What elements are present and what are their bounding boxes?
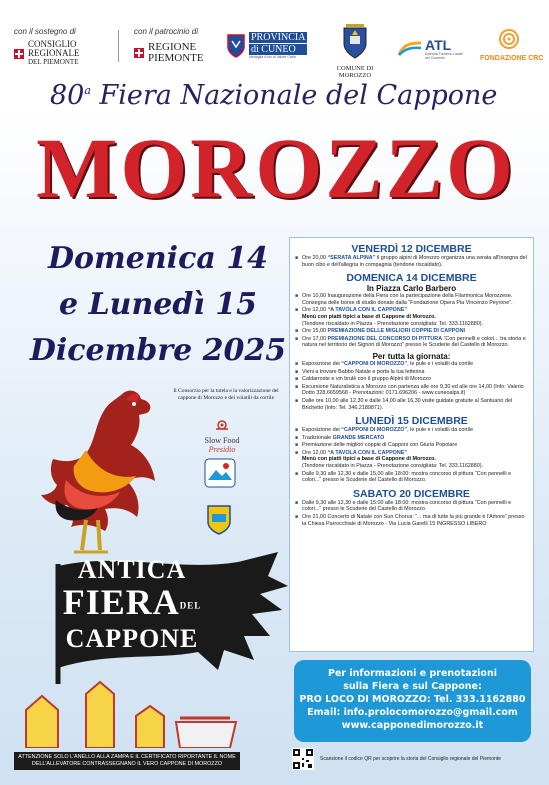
program-item: ■ Esposizione dei “CAPPONI DI MOROZZO”, le pule e i volatili da cortile [294,427,529,434]
logo-antica: ANTICA [77,555,187,584]
program-item: ■ Caldarroste e vin brulè con il gruppo Alpini di Morozzo [294,376,529,383]
allday-heading: Per tutta la giornata: [372,351,451,361]
notice-banner: ATTENZIONE SOLO L'ANELLO ALLA ZAMPA E IL CERTIFICATO RIPORTANTE IL NOME DELL'ALLEVATORE CONTRASSEGNANO IL VERO CAPPONE DI MOROZZO [14,752,240,770]
piemonte-flag-icon [14,49,24,59]
program-item: ■ Dalle 9,30 alle 12,30 e dalle 15:00 alle 18:00: mostra concorso di pittura “Con pennelli e colori...” presso le Scuderie del Castello di Morozzo. [294,500,529,513]
regione-line1: REGIONE [148,41,197,53]
municipal-crest-icon [206,504,232,536]
saturday-heading: SABATO 20 DICEMBRE [353,487,470,500]
program-item: ■ Premiazione delle migliori coppie di Capponi con Giuria Popolare [294,442,529,449]
consortium-text: Il Consorzio per la tutela e la valorizzazione del cappone di Morozzo e dei volatili da cortile [173,388,279,401]
program-item: ■ Tradizionale GRANDE MERCATO [294,435,529,442]
info-box [294,660,531,742]
slowfood-name: Slow Food [204,436,240,445]
date-line3: Dicembre 2025 [29,333,287,368]
qr-caption: Scansione il codice QR per scoprire la storia del Consiglio regionale del Piemonte [320,756,501,762]
regione-logo [134,42,204,64]
program-item: ■ Ore 15,00 PREMIAZIONE DELLE MIGLIORI COPPIE DI CAPPONI [294,328,529,335]
program-item: ■ Esposizione dei “CAPPONI DI MOROZZO”, le pule e i volatili da cortile [294,361,529,368]
sunday-place: In Piazza Carlo Barbero [366,284,457,294]
consiglio-line1: CONSIGLIO [28,39,77,49]
rooster-illustration [26,380,196,570]
atl-wave-icon [398,41,422,57]
sunday-heading: DOMENICA 14 DICEMBRE [346,272,477,285]
logo-fiera: FIERA [62,582,180,622]
allday-list [294,361,529,411]
fondazione-flower-icon [496,28,522,50]
provincia-sub: Medaglia d'oro al Valore Civile [249,55,296,59]
fondazione-name: FONDAZIONE CRC [480,55,544,62]
edition-number: 80 [50,80,85,111]
sostegno-label: con il sostegno di [14,27,76,36]
edition-sup: a [84,84,91,97]
saturday-list [294,500,529,527]
info-email[interactable]: Email: info.prolocomorozzo@gmail.com [307,707,518,718]
fair-title [50,80,510,111]
provincia-line1: PROVINCIA [251,32,306,43]
program-item: ■ Ore 12,00 “A TAVOLA CON IL CAPPONE” Menù con piatti tipici a base di Cappone di Morozzo. (Tendone riscaldato in Piazza - Prenotazione consigliata: Tel. 333.1162880). [294,307,529,327]
sunday-list [294,293,529,349]
consiglio-line3: DEL PIEMONTE [28,58,79,66]
village-illustration [16,670,246,748]
monday-heading: LUNEDÌ 15 DICEMBRE [355,415,468,428]
qr-code-icon[interactable] [292,748,314,770]
monday-list [294,427,529,484]
atl-name: ATL [425,37,452,53]
atl-logo [398,38,465,60]
fondazione-logo [480,28,544,62]
info-website[interactable]: www.capponedimorozzo.it [341,720,484,731]
slowfood-logo [192,418,252,454]
program-item: ■ Vieni a trovare Babbo Natale e porta la tua letterina [294,369,529,376]
provincia-logo [226,32,307,59]
logo-fiera-row [62,584,202,624]
piemonte-flag-icon [134,48,144,58]
info-phone[interactable]: PRO LOCO DI MOROZZO: Tel. 333.1162880 [299,694,526,705]
program-item: ■ Ore 20,00 “SERATA ALPINA” il gruppo alpini di Morozzo organizza una serata all'insegna del buon cibo e dell'allegria in compagnia (tendone riscaldato). [294,255,529,268]
date-line2: e Lunedì 15 [59,287,257,322]
consiglio-line2: REGIONALE [28,48,80,58]
friday-list [294,255,529,268]
program-item: ■ Ore 21,00 Concerto di Natale con Sun Chorus: “... ma di tutte la più grande è l'Amore” presso la Chiesa Parrocchiale di Morozzo - Via Lucia Garelli 15 INGRESSO LIBERO [294,514,529,527]
patrocinio-label: con il patrocinio di [134,27,199,36]
program-item: ■ Dalle ore 10,00 alle 12,30 e dalle 14,00 alle 16,30 visite guidate gratuite al Santuario del Brichetto (Info: Tel. 346.2189871). [294,398,529,411]
presidio-badge-icon [204,458,236,488]
fair-name: Fiera Nazionale del Cappone [99,80,498,111]
comune-name: COMUNE DI MOROZZO [336,65,374,79]
regione-line2: PIEMONTE [148,52,204,64]
friday-heading: VENERDÌ 12 DICEMBRE [351,243,472,255]
atl-sub: Azienda Turistica Locale del Cuneese [425,52,463,60]
antica-fiera-logo [62,556,202,654]
date-line1: Domenica 14 [48,241,268,276]
slowfood-sub: Presidio [208,445,236,454]
info-line2: sulla Fiera e sul Cappone: [343,681,482,692]
logo-cappone: CAPPONE [65,623,199,653]
town-title: MOROZZO [36,120,516,216]
consiglio-logo [14,40,80,67]
logo-del: DEL [179,600,202,611]
program-panel [289,237,534,652]
program-item: ■ Ore 12,00 “A TAVOLA CON IL CAPPONE” Menù con piatti tipici a base di Cappone di Morozzo. (Tendone riscaldato in Piazza - Prenotazione consigliata: Tel. 333.1162880). [294,450,529,470]
event-dates [28,236,288,374]
program-item: ■ Ore 17,00 PREMIAZIONE DEL CONCORSO DI PITTURA “Con pennelli e colori... tra storia e natura nel territorio dei Signori di Morozzo” presso le Scuderie del Castello di Morozzo. [294,336,529,349]
provincia-crest-icon [226,33,246,59]
program-item: ■ Dalle 9,30 alle 12,30 e dalle 15,00 alle 18:00: mostra concorso di pittura “Con pennelli e colori...” presso le Scuderie del Castello di Morozzo. [294,471,529,484]
provincia-line2: di CUNEO [249,44,307,55]
program-item: ■ Escursione Naturalistica a Morozzo con partenza alle ore 9,30 ed alle ore 14,00 (Info: Valerio Dotto 328.6659568 - Prenotazioni: 0171.696206 - www.cuneoalps.it) [294,384,529,397]
snail-icon [214,419,230,431]
program-item: ■ Ore 10,00 Inaugurazione della Fiera con la partecipazione della Filarmonica Morozzese. Consegna delle borse di studio donate dalla “Fondazione Opera Pia Vincenzo Peyrone”. [294,293,529,306]
comune-crest-icon [340,22,370,60]
info-line1: Per informazioni e prenotazioni [328,668,497,679]
comune-logo [320,22,390,79]
divider [118,30,119,62]
